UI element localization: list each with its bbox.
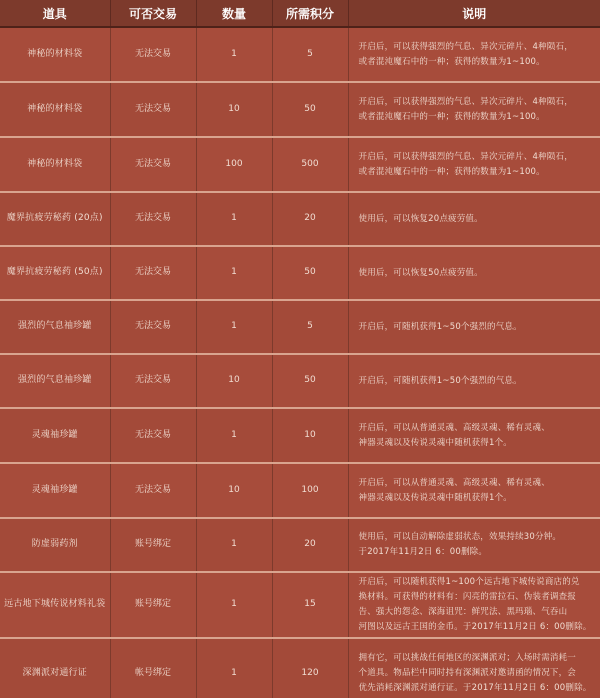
cell-trade: 无法交易 xyxy=(110,463,196,518)
description-line: 告、强大的怨念、深海诅咒：鲜咒法、黑玛瑙、气吞山 xyxy=(358,607,568,617)
cell-quantity: 10 xyxy=(196,463,272,518)
description-line: 河图以及远古王国的金币。于2017年11月2日 6：00删除。 xyxy=(358,621,592,632)
cell-points: 50 xyxy=(272,354,348,408)
cell-points: 50 xyxy=(272,82,348,137)
cell-description xyxy=(348,27,600,82)
description-line: 开启后，可以获得强烈的气息、异次元碎片、4种陨石， xyxy=(358,41,573,52)
cell-points: 120 xyxy=(272,638,348,698)
description-line: 神器灵魂以及传说灵魂中随机获得1个。 xyxy=(358,437,513,448)
table-row xyxy=(0,572,600,638)
cell-trade: 无法交易 xyxy=(110,246,196,300)
cell-points: 10 xyxy=(272,408,348,463)
description-line: 或者混沌魔石中的一种；获得的数量为1~100。 xyxy=(358,56,545,67)
cell-quantity: 10 xyxy=(196,354,272,408)
header-row xyxy=(0,0,600,27)
cell-item: 强烈的气息袖珍罐 xyxy=(0,300,110,354)
cell-item: 神秘的材料袋 xyxy=(0,27,110,82)
cell-trade: 无法交易 xyxy=(110,82,196,137)
description-line: 开启后，可以获得强烈的气息、异次元碎片、4种陨石， xyxy=(358,151,573,162)
cell-item: 深渊派对通行证 xyxy=(0,638,110,698)
header-item: 道具 xyxy=(0,0,110,27)
cell-points: 15 xyxy=(272,572,348,638)
description-line: 使用后，可以恢复50点疲劳值。 xyxy=(358,267,483,278)
cell-item: 强烈的气息袖珍罐 xyxy=(0,354,110,408)
table-row xyxy=(0,638,600,698)
table-row xyxy=(0,354,600,408)
cell-description xyxy=(348,463,600,518)
cell-points: 20 xyxy=(272,518,348,572)
cell-quantity: 10 xyxy=(196,82,272,137)
description-line: 使用后，可以自动解除虚弱状态，效果持续30分钟。 xyxy=(358,532,562,543)
table-row xyxy=(0,463,600,518)
description-line: 开启后，可以从普通灵魂、高级灵魂、稀有灵魂、 xyxy=(358,477,550,488)
cell-description xyxy=(348,638,600,698)
cell-quantity: 1 xyxy=(196,192,272,246)
description-line: 换材料。可获得的材料有：闪亮的雷拉石、伪装者调查报 xyxy=(358,592,577,603)
table-row xyxy=(0,300,600,354)
header-points: 所需积分 xyxy=(272,0,348,27)
cell-quantity: 1 xyxy=(196,408,272,463)
cell-points: 20 xyxy=(272,192,348,246)
cell-points: 5 xyxy=(272,300,348,354)
cell-item: 远古地下城传说材料礼袋 xyxy=(0,572,110,638)
cell-trade: 无法交易 xyxy=(110,408,196,463)
description-line: 开启后，可随机获得1~50个强烈的气息。 xyxy=(358,375,522,386)
cell-quantity: 1 xyxy=(196,246,272,300)
cell-description xyxy=(348,354,600,408)
description-line: 开启后，可随机获得1~50个强烈的气息。 xyxy=(358,321,522,332)
table-row xyxy=(0,137,600,192)
cell-description xyxy=(348,82,600,137)
table-header xyxy=(0,0,600,27)
cell-description xyxy=(348,572,600,638)
table-body xyxy=(0,27,600,698)
cell-points: 100 xyxy=(272,463,348,518)
cell-item: 防虚弱药剂 xyxy=(0,518,110,572)
header-quantity: 数量 xyxy=(196,0,272,27)
cell-description xyxy=(348,137,600,192)
cell-description xyxy=(348,300,600,354)
cell-quantity: 1 xyxy=(196,572,272,638)
description-line: 神器灵魂以及传说灵魂中随机获得1个。 xyxy=(358,492,513,503)
table-row xyxy=(0,27,600,82)
description-line: 开启后，可以获得强烈的气息、异次元碎片、4种陨石， xyxy=(358,96,573,107)
cell-item: 灵魂袖珍罐 xyxy=(0,463,110,518)
table-row xyxy=(0,518,600,572)
description-line: 或者混沌魔石中的一种；获得的数量为1~100。 xyxy=(358,111,545,122)
description-line: 优先消耗深渊派对通行证。于2017年11月2日 6：00删除。 xyxy=(358,682,592,693)
cell-item: 神秘的材料袋 xyxy=(0,82,110,137)
cell-trade: 无法交易 xyxy=(110,137,196,192)
table-row xyxy=(0,246,600,300)
description-line: 使用后，可以恢复20点疲劳值。 xyxy=(358,213,483,224)
cell-points: 50 xyxy=(272,246,348,300)
cell-item: 魔界抗疲劳秘药 (20点) xyxy=(0,192,110,246)
cell-description xyxy=(348,192,600,246)
cell-quantity: 100 xyxy=(196,137,272,192)
cell-trade: 账号绑定 xyxy=(110,518,196,572)
cell-description xyxy=(348,246,600,300)
cell-trade: 无法交易 xyxy=(110,192,196,246)
description-line: 于2017年11月2日 6：00删除。 xyxy=(358,547,488,557)
cell-quantity: 1 xyxy=(196,300,272,354)
description-line: 开启后，可以从普通灵魂、高级灵魂、稀有灵魂、 xyxy=(358,422,550,433)
description-line: 开启后，可以随机获得1~100个远古地下城传说商店的兑 xyxy=(358,577,580,588)
cell-description xyxy=(348,518,600,572)
description-line: 个道具。物品栏中同时持有深渊派对邀请函的情况下，会 xyxy=(358,668,577,679)
cell-quantity: 1 xyxy=(196,518,272,572)
cell-points: 500 xyxy=(272,137,348,192)
cell-trade: 无法交易 xyxy=(110,27,196,82)
cell-item: 魔界抗疲劳秘药 (50点) xyxy=(0,246,110,300)
cell-trade: 帐号绑定 xyxy=(110,638,196,698)
cell-item: 神秘的材料袋 xyxy=(0,137,110,192)
cell-trade: 账号绑定 xyxy=(110,572,196,638)
cell-trade: 无法交易 xyxy=(110,354,196,408)
description-line: 拥有它，可以挑战任何地区的深渊派对；入场时需消耗一 xyxy=(358,653,577,664)
table-row xyxy=(0,82,600,137)
description-line: 或者混沌魔石中的一种；获得的数量为1~100。 xyxy=(358,166,545,177)
header-description: 说明 xyxy=(348,0,600,27)
cell-trade: 无法交易 xyxy=(110,300,196,354)
table-row xyxy=(0,408,600,463)
cell-item: 灵魂袖珍罐 xyxy=(0,408,110,463)
cell-points: 5 xyxy=(272,27,348,82)
cell-quantity: 1 xyxy=(196,638,272,698)
cell-description xyxy=(348,408,600,463)
header-trade: 可否交易 xyxy=(110,0,196,27)
cell-quantity: 1 xyxy=(196,27,272,82)
table-row xyxy=(0,192,600,246)
